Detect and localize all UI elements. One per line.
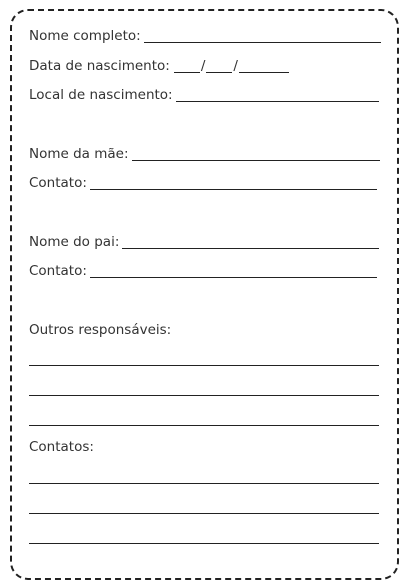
mother-name-row xyxy=(29,145,380,163)
full-name-label: Nome completo: xyxy=(29,28,141,44)
other-guardians-line[interactable] xyxy=(29,395,379,396)
date-separator: / xyxy=(233,58,238,74)
father-name-label: Nome do pai: xyxy=(29,234,120,250)
other-guardians-label: Outros responsáveis: xyxy=(29,322,172,338)
birth-place-label: Local de nascimento: xyxy=(29,87,173,103)
other-guardians-line[interactable] xyxy=(29,365,379,366)
father-contact-label: Contato: xyxy=(29,263,87,279)
contacts-line[interactable] xyxy=(29,543,379,544)
birth-date-row xyxy=(29,57,289,75)
full-name-row xyxy=(29,27,381,45)
date-separator: / xyxy=(200,58,206,74)
birth-day-field[interactable] xyxy=(174,58,200,73)
birth-place-field[interactable] xyxy=(176,87,379,102)
contacts-line[interactable] xyxy=(29,483,379,484)
mother-contact-label: Contato: xyxy=(29,175,87,191)
other-guardians-row xyxy=(29,321,171,339)
birth-date-label: Data de nascimento: xyxy=(29,58,170,74)
father-contact-row xyxy=(29,262,377,280)
mother-name-label: Nome da mãe: xyxy=(29,146,129,162)
mother-contact-field[interactable] xyxy=(90,175,377,190)
other-guardians-line[interactable] xyxy=(29,425,379,426)
contacts-line[interactable] xyxy=(29,513,379,514)
birth-place-row xyxy=(29,86,379,104)
mother-name-field[interactable] xyxy=(132,146,380,161)
father-name-field[interactable] xyxy=(122,234,379,249)
mother-contact-row xyxy=(29,174,377,192)
father-name-row xyxy=(29,233,379,251)
birth-month-field[interactable] xyxy=(206,58,232,73)
contacts-label: Contatos: xyxy=(29,439,94,455)
father-contact-field[interactable] xyxy=(90,263,377,278)
full-name-field[interactable] xyxy=(144,28,381,43)
birth-year-field[interactable] xyxy=(239,58,289,73)
contacts-row xyxy=(29,438,94,456)
